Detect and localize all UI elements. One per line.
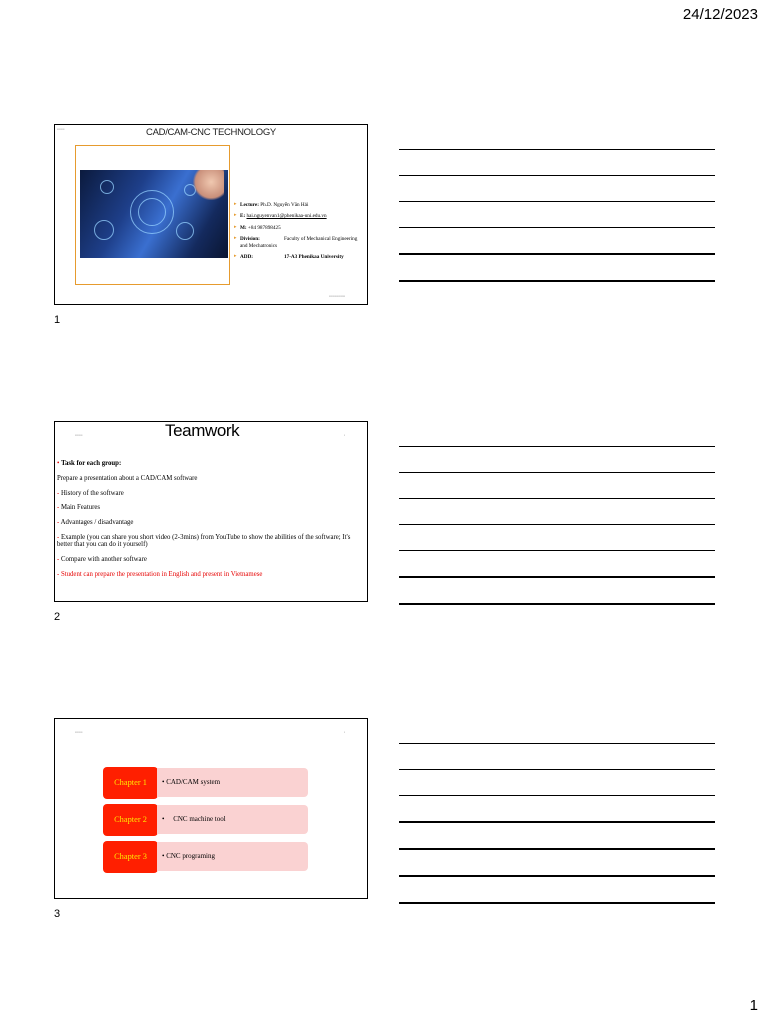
task-note: Student can prepare the presentation in English and present in Vietnamese — [60, 570, 263, 578]
slide-date-mark: ▪▪▪▪▪▪▪ — [57, 127, 65, 131]
slide-3-thumbnail — [54, 718, 368, 899]
address-value: 17-A3 Phenikaa University — [284, 254, 344, 261]
slide-2-title: Teamwork — [165, 421, 240, 440]
chapter-text: CNC programing — [166, 852, 216, 860]
mobile-label: M: — [240, 224, 247, 231]
mobile-value: +84 987898425 — [247, 224, 281, 231]
slide-2-notes-lines — [399, 446, 715, 630]
email-link[interactable]: hai.nguyenvan1@phenikaa-uni.edu.vn — [246, 213, 327, 220]
task-line: History of the software — [60, 489, 124, 497]
slide-2-body: • Task for each group: Prepare a presentation about a CAD/CAM software - History of the software - Main Features - Advantages / disadvantage - Example (you can share you short video (2-3mins) from YouTube to show the abilities of the software; It's better that you can do it yourself) - Compare with another software - Student can prepare the presentation in English and present in Vietnamese — [57, 460, 362, 586]
slide-date-mark: ▪▪▪▪▪▪▪ — [75, 730, 83, 734]
slide-page-mark: ▪ — [343, 433, 345, 437]
task-line: Prepare a presentation about a CAD/CAM software — [57, 474, 198, 482]
page-number: 1 — [749, 997, 758, 1014]
task-line: Advantages / disadvantage — [60, 519, 134, 527]
chapter-text: CNC machine tool — [173, 815, 226, 823]
slide-1-title: CAD/CAM-CNC TECHNOLOGY — [146, 127, 276, 138]
slide-1-notes-lines — [399, 149, 715, 307]
lecture-value: Ph.D. Nguyễn Văn Hải — [260, 202, 309, 208]
chapter-bar: • CNC programing — [157, 842, 308, 871]
slide-2-thumbnail — [54, 421, 368, 602]
chapter-text: CAD/CAM system — [166, 778, 221, 786]
slide-page-mark: ▪ — [343, 730, 345, 734]
task-line: Compare with another software — [60, 555, 147, 563]
chapter-tag: Chapter 3 — [103, 841, 158, 873]
task-line: Example (you can share you short video (2-3mins) from YouTube to show the abilities of the software; It's better that you can do it yourself) — [57, 533, 351, 549]
slide-2-number: 2 — [54, 611, 61, 623]
slide-1-number: 1 — [54, 314, 61, 326]
technology-photo — [80, 170, 228, 258]
chapter-bar: • CNC machine tool — [157, 805, 308, 834]
lecture-label: Lecture: — [240, 202, 259, 208]
lecturer-info — [234, 202, 364, 265]
chapter-item — [103, 768, 308, 797]
task-line: Main Features — [60, 504, 101, 512]
chapter-item — [103, 842, 308, 871]
slide-footer-mark: ▪▪▪▪▪▪▪▪▪▪▪▪▪▪▪ — [329, 294, 345, 298]
task-heading: Task for each group: — [61, 460, 122, 467]
slide-date-mark: ▪▪▪▪▪▪▪ — [75, 433, 83, 437]
slide-1-thumbnail — [54, 124, 368, 305]
address-label: ADD: — [240, 254, 253, 261]
division-value: Faculty of Mechanical Engineering and Mechatronics — [240, 236, 358, 249]
chapter-tag: Chapter 1 — [103, 767, 158, 799]
page-date: 24/12/2023 — [682, 6, 758, 23]
slide-3-notes-lines — [399, 743, 715, 929]
slide-3-number: 3 — [54, 908, 61, 920]
chapter-item — [103, 805, 308, 834]
email-label: E: — [240, 213, 246, 220]
chapter-bar: • CAD/CAM system — [157, 768, 308, 797]
chapter-tag: Chapter 2 — [103, 804, 158, 836]
division-label: Division: — [240, 236, 260, 243]
